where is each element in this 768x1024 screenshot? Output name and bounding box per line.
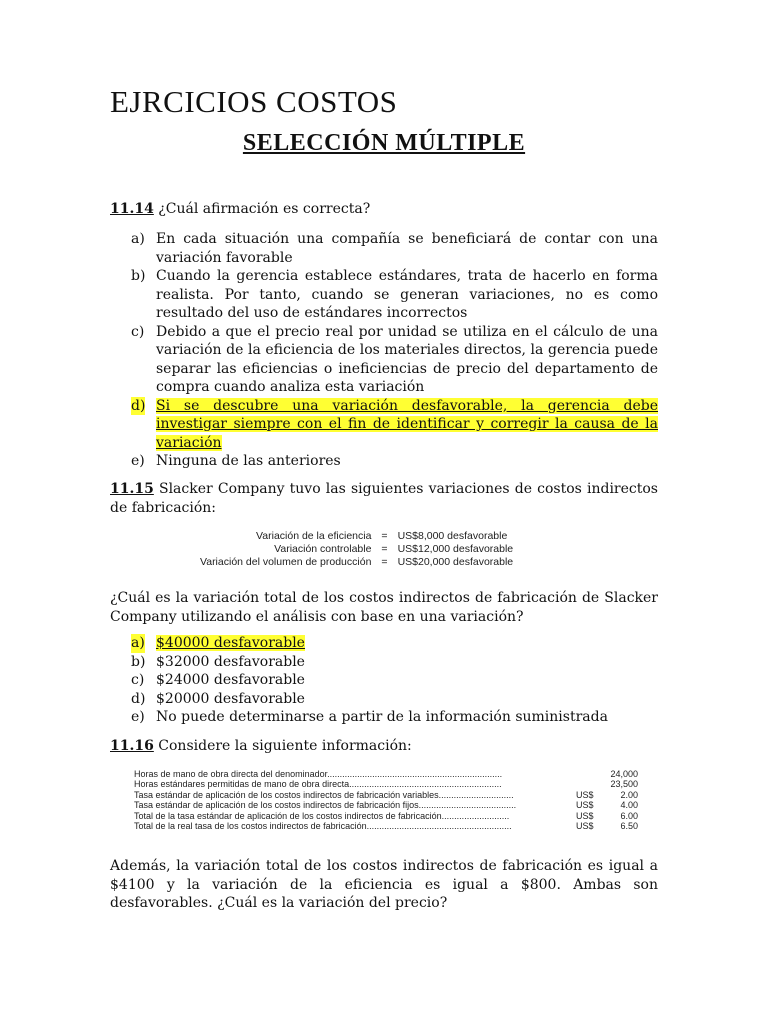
row-label: Horas estándares permitidas de mano de obra directa............................................................. — [134, 779, 502, 790]
option-d-correct — [110, 397, 658, 453]
option-c — [110, 671, 658, 690]
option-letter: e) — [131, 709, 145, 725]
row-currency: US$ — [576, 800, 594, 811]
question-intro: Considere la siguiente información: — [153, 738, 412, 754]
option-e — [110, 452, 658, 471]
row-value: 2.00 — [620, 789, 638, 800]
option-letter: a) — [131, 635, 145, 651]
row-value: US$12,000 desfavorable — [397, 543, 514, 555]
table-row — [134, 821, 638, 831]
row-label: Total de la real tasa de los costos indirectos de fabricación.......................................................... — [134, 821, 512, 832]
option-text: En cada situación una compañía se beneficiará de contar con una variación favorable — [156, 231, 658, 266]
row-currency — [576, 779, 604, 789]
section-title: SELECCIÓN MÚLTIPLE — [242, 130, 526, 156]
option-letter: e) — [131, 453, 145, 469]
option-letter: c) — [131, 672, 145, 688]
row-value: 6.50 — [620, 821, 638, 832]
option-e — [110, 708, 658, 727]
question-11-14 — [110, 200, 658, 219]
question-11-16 — [110, 737, 658, 756]
row-value: 23,500 — [610, 779, 638, 790]
option-b — [110, 267, 658, 323]
row-value: 24,000 — [610, 769, 638, 779]
row-label: Total de la tasa estándar de aplicación de los costos indirectos de fabricación........................... — [134, 810, 510, 821]
option-text: No puede determinarse a partir de la información suministrada — [156, 709, 608, 725]
table-row — [134, 779, 638, 789]
highlighted-answer: $40000 desfavorable — [156, 635, 305, 651]
highlighted-answer: Si se descubre una variación desfavorable, la gerencia debe investigar siempre con el fin de identificar y corregir la causa de la variación — [156, 397, 658, 451]
option-d — [110, 690, 658, 709]
option-letter: d) — [131, 397, 146, 414]
row-label: Horas de mano de obra directa del denominador...................................................................... — [134, 769, 503, 779]
option-text: Cuando la gerencia establece estándares, trata de hacerlo en forma realista. Por tanto, cuando se generan variaciones, no es como resultado del uso de estándares incorrectos — [156, 268, 658, 321]
row-currency: US$ — [576, 789, 594, 800]
question-number: 11.16 — [110, 738, 154, 754]
row-currency: US$ — [576, 821, 594, 832]
option-text: Debido a que el precio real por unidad se utiliza en el cálculo de una variación de la eficiencia de los materiales directos, la gerencia puede separar las eficiencias o ineficiencias de precio del departamento de compra cuando analiza esta variación — [156, 323, 658, 395]
row-currency — [576, 769, 604, 779]
question-11-15 — [110, 480, 658, 517]
table-row — [200, 556, 513, 569]
table-row — [134, 769, 638, 779]
question-11-15-text: ¿Cuál es la variación total de los costos indirectos de fabricación de Slacker Company utilizando el análisis con base en una variación? — [110, 590, 658, 625]
row-value: 4.00 — [620, 800, 638, 811]
overhead-info-table — [134, 769, 638, 831]
options-11-14 — [110, 230, 658, 471]
question-number: 11.14 — [110, 201, 154, 217]
option-b — [110, 653, 658, 672]
table-row — [200, 543, 513, 556]
table-row — [134, 790, 638, 800]
document-title: EJRCICIOS COSTOS — [110, 84, 398, 119]
option-c — [110, 323, 658, 397]
table-row — [134, 811, 638, 821]
option-letter: b) — [131, 653, 146, 670]
equals-sign: = — [381, 530, 388, 542]
question-11-16-text: Además, la variación total de los costos indirectos de fabricación es igual a $4100 y la variación de la eficiencia es igual a $800. Ambas son desfavorables. ¿Cuál es la variación del precio? — [110, 858, 658, 911]
row-value: 6.00 — [620, 810, 638, 821]
option-a-correct — [110, 634, 658, 653]
row-value: US$20,000 desfavorable — [397, 556, 514, 568]
variances-table — [200, 530, 513, 569]
row-label: Variación controlable — [274, 543, 372, 555]
row-label: Tasa estándar de aplicación de los costos indirectos de fabricación variables.............................. — [134, 789, 514, 800]
row-label: Variación del volumen de producción — [200, 556, 372, 568]
row-label: Tasa estándar de aplicación de los costos indirectos de fabricación fijos....................................... — [134, 800, 517, 811]
option-text: $32000 desfavorable — [156, 653, 305, 670]
option-letter: c) — [131, 323, 145, 340]
options-11-15 — [110, 634, 658, 727]
table-row — [200, 530, 513, 543]
row-currency: US$ — [576, 810, 594, 821]
option-text: $24000 desfavorable — [156, 672, 305, 688]
row-label: Variación de la eficiencia — [256, 530, 372, 542]
option-a — [110, 230, 658, 267]
option-letter: b) — [131, 268, 146, 284]
option-text: Ninguna de las anteriores — [156, 453, 341, 469]
question-intro: Slacker Company tuvo las siguientes variaciones de costos indirectos de fabricación: — [110, 481, 658, 516]
option-text: $20000 desfavorable — [156, 690, 305, 707]
equals-sign: = — [381, 543, 388, 555]
option-letter: a) — [131, 231, 145, 247]
question-text: ¿Cuál afirmación es correcta? — [153, 201, 371, 217]
option-letter: d) — [131, 690, 146, 707]
question-number: 11.15 — [110, 481, 154, 497]
row-value: US$8,000 desfavorable — [397, 530, 508, 542]
equals-sign: = — [381, 556, 388, 568]
table-row — [134, 800, 638, 810]
